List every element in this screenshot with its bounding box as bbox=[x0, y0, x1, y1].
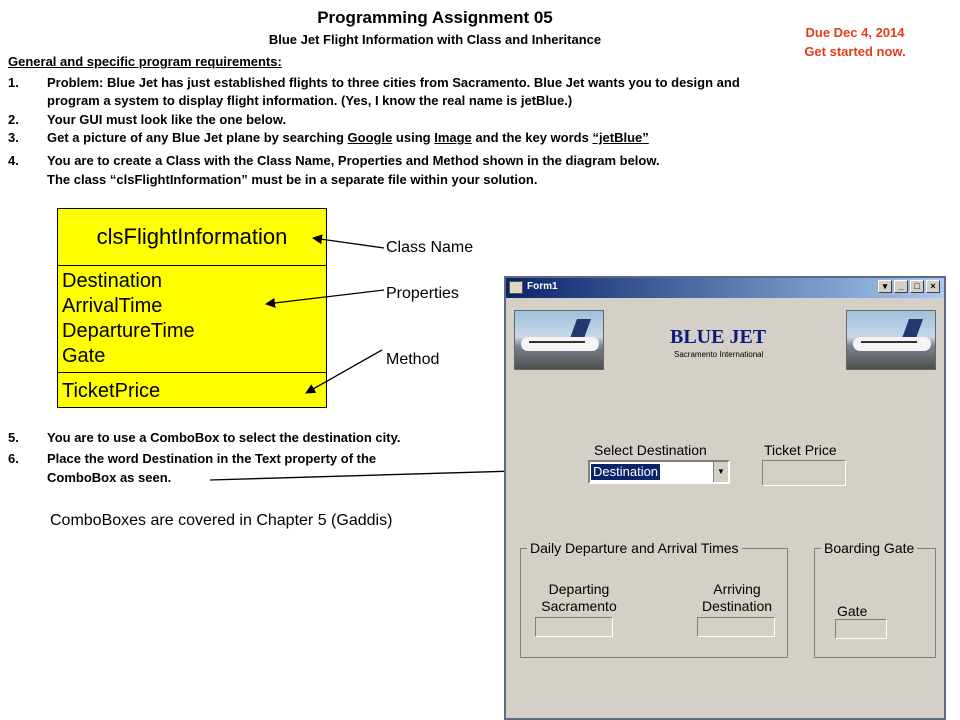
form-window bbox=[504, 276, 946, 720]
dropdown-icon[interactable]: ▾ bbox=[878, 280, 892, 293]
jetblue-keyword: “jetBlue” bbox=[592, 130, 649, 145]
chevron-down-icon[interactable]: ▼ bbox=[713, 462, 728, 482]
boarding-group-title: Boarding Gate bbox=[821, 540, 917, 556]
times-groupbox bbox=[520, 540, 788, 658]
requirement-text: Your GUI must look like the one below. bbox=[47, 112, 287, 127]
image-keyword: Image bbox=[434, 130, 472, 145]
form-app-icon bbox=[509, 281, 523, 294]
requirement-number: 6. bbox=[8, 451, 19, 466]
departing-line2: Sacramento bbox=[541, 598, 617, 614]
requirement-number: 5. bbox=[8, 430, 19, 445]
requirement-text: ComboBox as seen. bbox=[47, 470, 172, 485]
close-button[interactable]: × bbox=[926, 280, 940, 293]
plane-image-right bbox=[846, 310, 936, 370]
minimize-button[interactable]: _ bbox=[894, 280, 908, 293]
class-method: TicketPrice bbox=[62, 380, 161, 402]
property-destination: Destination bbox=[62, 270, 163, 292]
page-subtitle: Blue Jet Flight Information with Class and Inheritance bbox=[268, 32, 602, 47]
page-title: Programming Assignment 05 bbox=[317, 8, 553, 27]
times-group-title: Daily Departure and Arrival Times bbox=[527, 540, 742, 556]
brand-logo: BLUE JET bbox=[670, 326, 767, 348]
brand-subtitle: Sacramento International bbox=[674, 350, 764, 359]
requirement-text: program a system to display flight information. (Yes, I know the real name is jetBlue.) bbox=[47, 93, 573, 108]
arriving-line1: Arriving bbox=[713, 581, 761, 597]
combobox-note: ComboBoxes are covered in Chapter 5 (Gaddis) bbox=[50, 512, 393, 529]
callout-class-name: Class Name bbox=[386, 239, 474, 256]
requirement-number: 3. bbox=[8, 130, 19, 145]
requirement-text: Place the word Destination in the Text property of the bbox=[47, 451, 377, 466]
departing-line1: Departing bbox=[548, 581, 610, 597]
text-part: Get a picture of any Blue Jet plane by searching bbox=[47, 130, 348, 145]
class-name: clsFlightInformation bbox=[58, 209, 326, 266]
arrow-properties bbox=[266, 290, 384, 304]
arrow-method bbox=[306, 350, 382, 393]
arriving-line2: Destination bbox=[701, 598, 773, 614]
property-arrival-time: ArrivalTime bbox=[62, 295, 163, 317]
requirement-text: You are to create a Class with the Class Name, Properties and Method shown in the diagram below. bbox=[47, 153, 660, 168]
departing-label bbox=[529, 581, 629, 615]
select-destination-label: Select Destination bbox=[594, 442, 707, 458]
arriving-time-box bbox=[697, 617, 775, 637]
property-gate: Gate bbox=[62, 345, 106, 367]
property-departure-time: DepartureTime bbox=[62, 320, 195, 342]
form-title: Form1 bbox=[527, 281, 558, 292]
destination-combobox[interactable] bbox=[588, 460, 730, 484]
gate-label: Gate bbox=[837, 603, 868, 619]
text-part: using bbox=[392, 130, 435, 145]
requirement-number: 1. bbox=[8, 75, 19, 90]
google-keyword: Google bbox=[347, 130, 393, 145]
callout-method: Method bbox=[386, 351, 440, 368]
boarding-groupbox bbox=[814, 540, 936, 658]
form-titlebar bbox=[506, 278, 944, 298]
ticket-price-box bbox=[762, 460, 846, 486]
due-date: Due Dec 4, 2014 bbox=[805, 25, 905, 40]
arrow-class-name bbox=[313, 238, 384, 248]
requirement-text: Problem: Blue Jet has just established flights to three cities from Sacramento. Blue Jet wants you to design and bbox=[47, 75, 740, 90]
maximize-button[interactable]: □ bbox=[910, 280, 924, 293]
combobox-text: Destination bbox=[593, 464, 659, 479]
arriving-label bbox=[687, 581, 787, 615]
requirement-number: 2. bbox=[8, 112, 19, 127]
get-started: Get started now. bbox=[804, 44, 906, 59]
ticket-price-label: Ticket Price bbox=[764, 442, 837, 458]
requirements-heading: General and specific program requirements: bbox=[8, 54, 282, 69]
gate-box bbox=[835, 619, 887, 639]
requirement-text: You are to use a ComboBox to select the destination city. bbox=[47, 430, 401, 445]
requirement-text: The class “clsFlightInformation” must be in a separate file within your solution. bbox=[47, 172, 538, 187]
departing-time-box bbox=[535, 617, 613, 637]
requirement-number: 4. bbox=[8, 153, 19, 168]
callout-properties: Properties bbox=[386, 285, 459, 302]
text-part: and the key words bbox=[471, 130, 593, 145]
plane-image-left bbox=[514, 310, 604, 370]
